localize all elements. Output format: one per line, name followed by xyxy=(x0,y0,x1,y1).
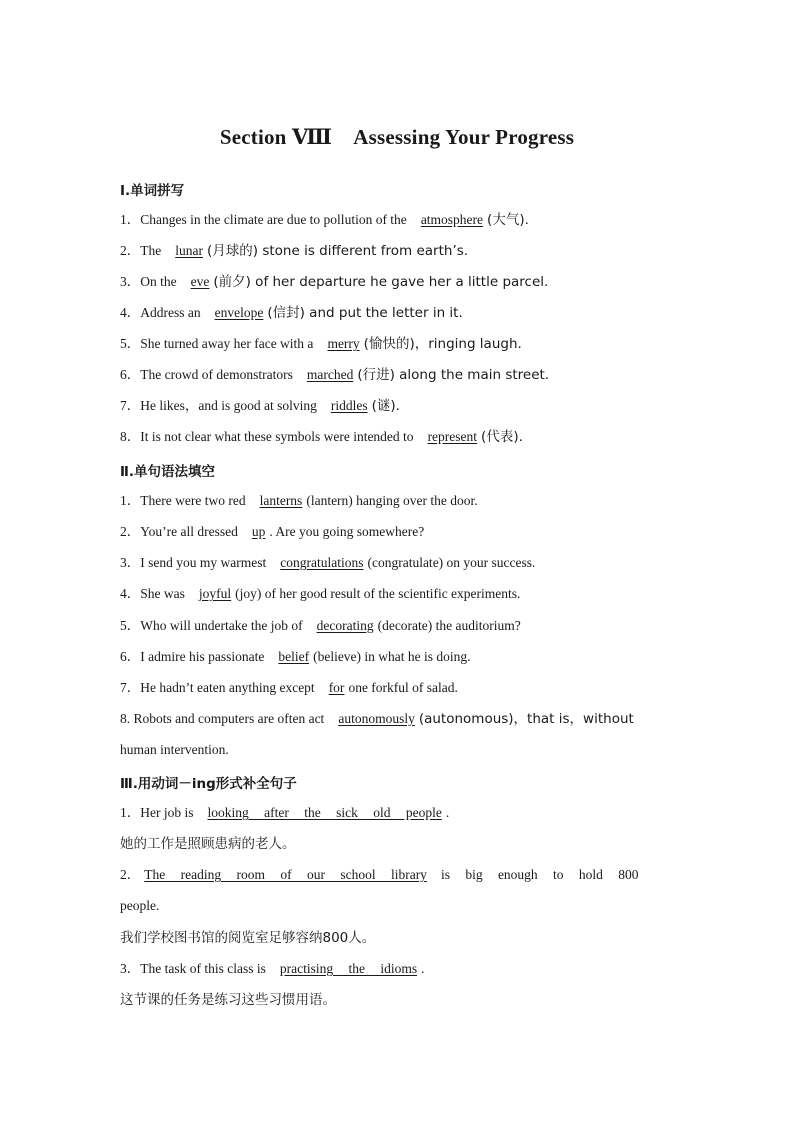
list-item: 4．Address an envelope (信封) and put the letter in it. xyxy=(120,305,463,321)
answer: marched xyxy=(306,367,354,382)
answer: eve xyxy=(190,274,210,289)
list-item: 4．She was joyful (joy) of her good result of the scientific experiments. xyxy=(120,586,521,601)
answer: practising the idioms xyxy=(279,961,418,976)
list-item: 3．The task of this class is practising the idioms . xyxy=(120,961,425,976)
list-item: 2．The lunar (月球的) stone is different from earth’s. xyxy=(120,243,469,259)
answer: up xyxy=(251,524,266,539)
translation: 这节课的任务是练习这些习惯用语。 xyxy=(120,992,336,1008)
list-item: 1．Her job is looking after the sick old people . xyxy=(120,805,450,820)
list-item: 8．It is not clear what these symbols were intended to represent (代表). xyxy=(120,429,523,445)
answer: belief xyxy=(278,649,310,664)
answer: riddles xyxy=(330,398,368,413)
list-item-continuation: people. xyxy=(120,898,160,913)
answer: atmosphere xyxy=(420,212,484,227)
list-item: 2． The reading room of our school library is big enough to hold 800 xyxy=(120,867,639,882)
answer: lunar xyxy=(175,243,203,258)
list-item: 2．You’re all dressed up . Are you going somewhere? xyxy=(120,524,425,539)
page-title: Section Ⅷ Assessing Your Progress xyxy=(219,125,575,149)
answer: represent xyxy=(427,429,478,444)
section-heading-ing-form: Ⅲ.用动词－ing形式补全句子 xyxy=(120,776,297,792)
list-item: 3．On the eve (前夕) of her departure he gave her a little parcel. xyxy=(120,274,549,290)
answer: autonomously xyxy=(338,711,415,726)
list-item: 5．She turned away her face with a merry (愉快的)，ringing laugh. xyxy=(120,336,522,352)
list-item: 5．Who will undertake the job of decorating (decorate) the auditorium? xyxy=(120,618,521,633)
answer: joyful xyxy=(198,586,232,601)
answer: lanterns xyxy=(259,493,303,508)
list-item: 8. Robots and computers are often act autonomously (autonomous)，that is，without xyxy=(120,711,634,727)
answer: for xyxy=(328,680,345,695)
list-item: 1．There were two red lanterns (lantern) hanging over the door. xyxy=(120,493,478,508)
answer: looking after the sick old people xyxy=(207,805,442,820)
list-item: 7．He hadn’t eaten anything except for one forkful of salad. xyxy=(120,680,458,695)
answer: envelope xyxy=(214,305,264,320)
answer: decorating xyxy=(316,618,374,633)
list-item: 3．I send you my warmest congratulations (congratulate) on your success. xyxy=(120,555,536,570)
section-heading-spelling: Ⅰ.单词拼写 xyxy=(120,183,185,199)
list-item: 6．The crowd of demonstrators marched (行进) along the main street. xyxy=(120,367,550,383)
list-item: 1．Changes in the climate are due to pollution of the atmosphere (大气). xyxy=(120,212,529,228)
section-heading-grammar: Ⅱ.单句语法填空 xyxy=(120,464,216,480)
list-item: 6．I admire his passionate belief (believe) in what he is doing. xyxy=(120,649,471,664)
answer: merry xyxy=(327,336,360,351)
answer: The reading room of our school library xyxy=(144,867,427,882)
answer: congratulations xyxy=(280,555,364,570)
list-item-continuation: human intervention. xyxy=(120,742,229,757)
translation: 她的工作是照顾患病的老人。 xyxy=(120,836,296,852)
translation: 我们学校图书馆的阅览室足够容纳800人。 xyxy=(120,930,376,946)
list-item: 7．He likes，and is good at solving riddles (谜). xyxy=(120,398,400,414)
